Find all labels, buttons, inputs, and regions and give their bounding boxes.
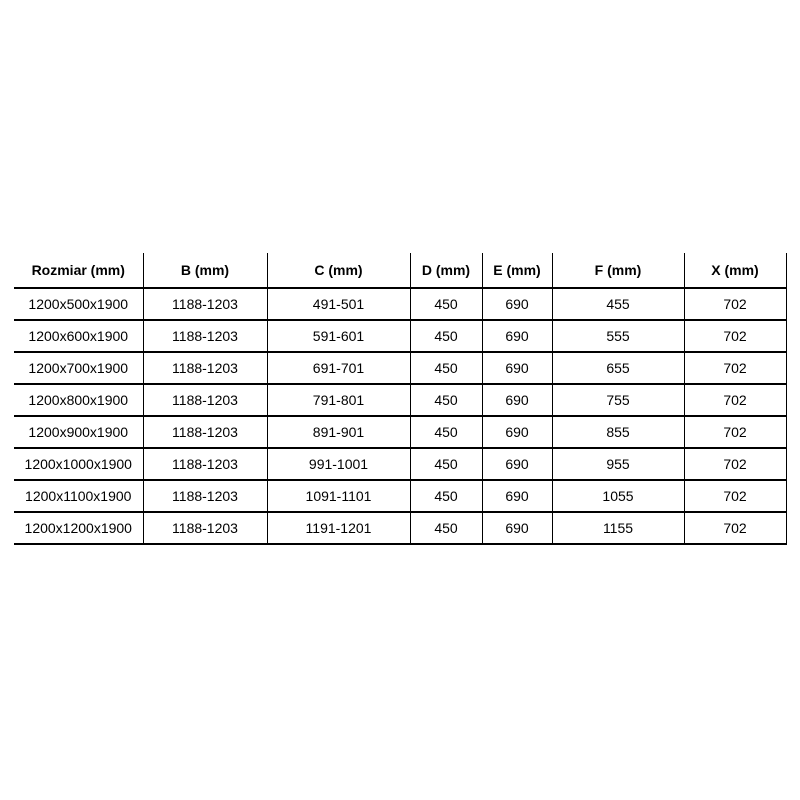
header-cell: B (mm)	[143, 253, 267, 288]
cell: 791-801	[267, 384, 410, 416]
table-row	[14, 512, 786, 544]
cell: 450	[410, 480, 482, 512]
cell: 450	[410, 320, 482, 352]
table-row	[14, 416, 786, 448]
cell: 690	[482, 448, 552, 480]
cell: 450	[410, 416, 482, 448]
header-cell: X (mm)	[684, 253, 786, 288]
cell: 555	[552, 320, 684, 352]
cell: 690	[482, 320, 552, 352]
cell: 1091-1101	[267, 480, 410, 512]
cell: 1200x800x1900	[14, 384, 143, 416]
table-row	[14, 480, 786, 512]
cell: 591-601	[267, 320, 410, 352]
header-cell: D (mm)	[410, 253, 482, 288]
cell: 991-1001	[267, 448, 410, 480]
header-cell: F (mm)	[552, 253, 684, 288]
cell: 690	[482, 416, 552, 448]
header-cell: Rozmiar (mm)	[14, 253, 143, 288]
cell: 1188-1203	[143, 448, 267, 480]
cell: 690	[482, 480, 552, 512]
cell: 1155	[552, 512, 684, 544]
cell: 450	[410, 384, 482, 416]
cell: 702	[684, 288, 786, 320]
header-cell: E (mm)	[482, 253, 552, 288]
cell: 1200x1200x1900	[14, 512, 143, 544]
cell: 1188-1203	[143, 288, 267, 320]
cell: 891-901	[267, 416, 410, 448]
cell: 1188-1203	[143, 352, 267, 384]
dimension-spec-table	[14, 253, 787, 545]
cell: 702	[684, 352, 786, 384]
cell: 702	[684, 416, 786, 448]
cell: 702	[684, 448, 786, 480]
cell: 702	[684, 512, 786, 544]
cell: 1200x700x1900	[14, 352, 143, 384]
cell: 450	[410, 352, 482, 384]
cell: 655	[552, 352, 684, 384]
cell: 1191-1201	[267, 512, 410, 544]
cell: 1200x500x1900	[14, 288, 143, 320]
cell: 1200x1100x1900	[14, 480, 143, 512]
cell: 691-701	[267, 352, 410, 384]
cell: 1188-1203	[143, 320, 267, 352]
cell: 1188-1203	[143, 480, 267, 512]
cell: 1200x600x1900	[14, 320, 143, 352]
cell: 702	[684, 480, 786, 512]
cell: 690	[482, 352, 552, 384]
cell: 690	[482, 384, 552, 416]
cell: 450	[410, 448, 482, 480]
header-row	[14, 253, 786, 288]
table-row	[14, 448, 786, 480]
cell: 1188-1203	[143, 512, 267, 544]
cell: 690	[482, 512, 552, 544]
cell: 755	[552, 384, 684, 416]
cell: 690	[482, 288, 552, 320]
cell: 1055	[552, 480, 684, 512]
cell: 702	[684, 384, 786, 416]
cell: 1200x900x1900	[14, 416, 143, 448]
cell: 855	[552, 416, 684, 448]
cell: 450	[410, 512, 482, 544]
table-row	[14, 320, 786, 352]
cell: 955	[552, 448, 684, 480]
table-row	[14, 352, 786, 384]
cell: 702	[684, 320, 786, 352]
cell: 1188-1203	[143, 416, 267, 448]
cell: 455	[552, 288, 684, 320]
cell: 1188-1203	[143, 384, 267, 416]
cell: 450	[410, 288, 482, 320]
cell: 1200x1000x1900	[14, 448, 143, 480]
header-cell: C (mm)	[267, 253, 410, 288]
table-body	[14, 288, 786, 544]
cell: 491-501	[267, 288, 410, 320]
table-row	[14, 288, 786, 320]
table-row	[14, 384, 786, 416]
